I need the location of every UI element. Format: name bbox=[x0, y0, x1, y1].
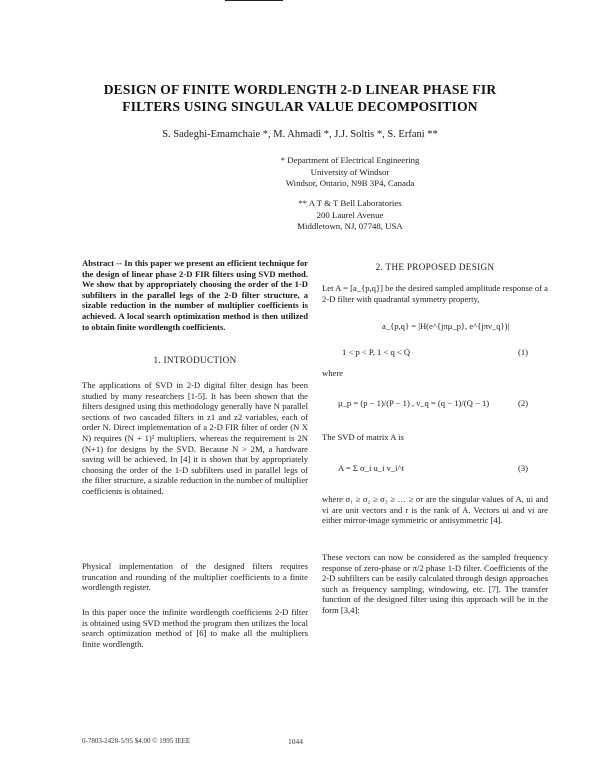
affiliation-line: 200 Laurel Avenue bbox=[316, 209, 384, 220]
authors: S. Sadeghi-Emamchaie *, M. Ahmadi *, J.J. Soltis *, S. Erfani ** bbox=[162, 129, 438, 140]
top-rule bbox=[225, 0, 283, 1]
equation-3-number: (3) bbox=[518, 463, 529, 473]
equation-2-number: (2) bbox=[518, 398, 529, 408]
page-number: 1044 bbox=[288, 737, 303, 746]
affiliation-att bbox=[200, 198, 500, 233]
affiliation-line: ** A T & T Bell Laboratories bbox=[298, 198, 402, 208]
intro-paragraph-1: The applications of SVD in 2-D digital filter design has been studied by many researchers [1-5]. It has been shown that the filters designed using this methodology generally have N parallel sections of two cascaded filters in z1 and z2 variables, each of order N. Direct implementation of a 2-D FIR filter of order (N X N) requires (N + 1)² multipliers, whereas the requirement is 2N (N+1) for designs by the SVD. Because N > 2M, a hardware saving will be achieved. In [4] it is shown that by appropriately choosing the order of the 1-D subfilters used in parallel legs of the filter structure, a sizable reduction in the number of multiplier coefficients is obtained. bbox=[82, 380, 308, 496]
copyright-notice: 0-7803-2428-5/95 $4.00 © 1995 IEEE bbox=[82, 737, 191, 745]
section-1-heading: 1. INTRODUCTION bbox=[153, 355, 237, 365]
equation-3: A = Σ σ_i u_i v_i^t bbox=[338, 463, 405, 473]
where-label-1: where bbox=[322, 368, 343, 378]
intro-paragraph-3: In this paper once the infinite wordlength coefficients 2-D filter is obtained using SVD method the program then utilizes the local search optimization method of [6] to make all the multipliers finite wordlength. bbox=[82, 607, 308, 649]
affiliation-line: Windsor, Ontario, N9B 3P4, Canada bbox=[285, 178, 415, 188]
affiliation-line: University of Windsor bbox=[310, 166, 390, 177]
equation-1: a_{p,q} = |H(e^{jπμ_p}, e^{jπν_q})| bbox=[382, 321, 510, 331]
design-paragraph-1: Let A = [a_{p,q}] be the desired sampled amplitude response of a 2-D filter with quadrantal symmetry property, bbox=[322, 283, 548, 304]
section-2-heading: 2. THE PROPOSED DESIGN bbox=[375, 262, 495, 272]
intro-paragraph-2: Physical implementation of the designed filters requires truncation and rounding of the multiplier coefficients to a finite wordlength register. bbox=[82, 561, 308, 593]
affiliation-line: * Department of Electrical Engineering bbox=[280, 155, 420, 165]
equation-1-number: (1) bbox=[518, 347, 529, 357]
equation-2: μ_p = (p − 1)/(P − 1) , ν_q = (q − 1)/(Q − 1) bbox=[338, 398, 490, 408]
affiliation-windsor bbox=[200, 155, 500, 190]
design-paragraph-2: where σ₁ ≥ σ₂ ≥ σ₃ ≥ … ≥ σr are the singular values of A, ui and vi are unit vectors and r is the rank of A. Vectors ui and vi are either mirror-image symmetric or antisymmetric [4]. bbox=[322, 494, 548, 526]
design-paragraph-3: These vectors can now be considered as the sampled frequency response of zero-phase or π/2 phase 1-D filter. Coefficients of the 2-D subfilters can be easily calculated through design approaches such as frequency sampling, windowing, etc. [7]. The transfer function of the designed filter using this approach will be in the form [3,4]: bbox=[322, 552, 548, 615]
equation-1-condition: 1 < p < P, 1 < q < Q bbox=[342, 347, 411, 357]
paper-title-line-2: FILTERS USING SINGULAR VALUE DECOMPOSITION bbox=[122, 99, 478, 114]
abstract: Abstract -- In this paper we present an efficient technique for the design of linear phase 2-D FIR filters using SVD method. We show that by appropriately choosing the order of the 1-D subfilters in the parallel legs of the 2-D filter structure, a sizable reduction in the number of multiplier coefficients is achieved. A local search optimization method is then utilized to obtain finite wordlength coefficients. bbox=[82, 258, 308, 332]
svd-intro: The SVD of matrix A is bbox=[322, 432, 404, 442]
paper-title-line-1: DESIGN OF FINITE WORDLENGTH 2-D LINEAR PHASE FIR bbox=[103, 82, 497, 97]
affiliation-line: Middletown, NJ, 07748, USA bbox=[297, 221, 403, 231]
